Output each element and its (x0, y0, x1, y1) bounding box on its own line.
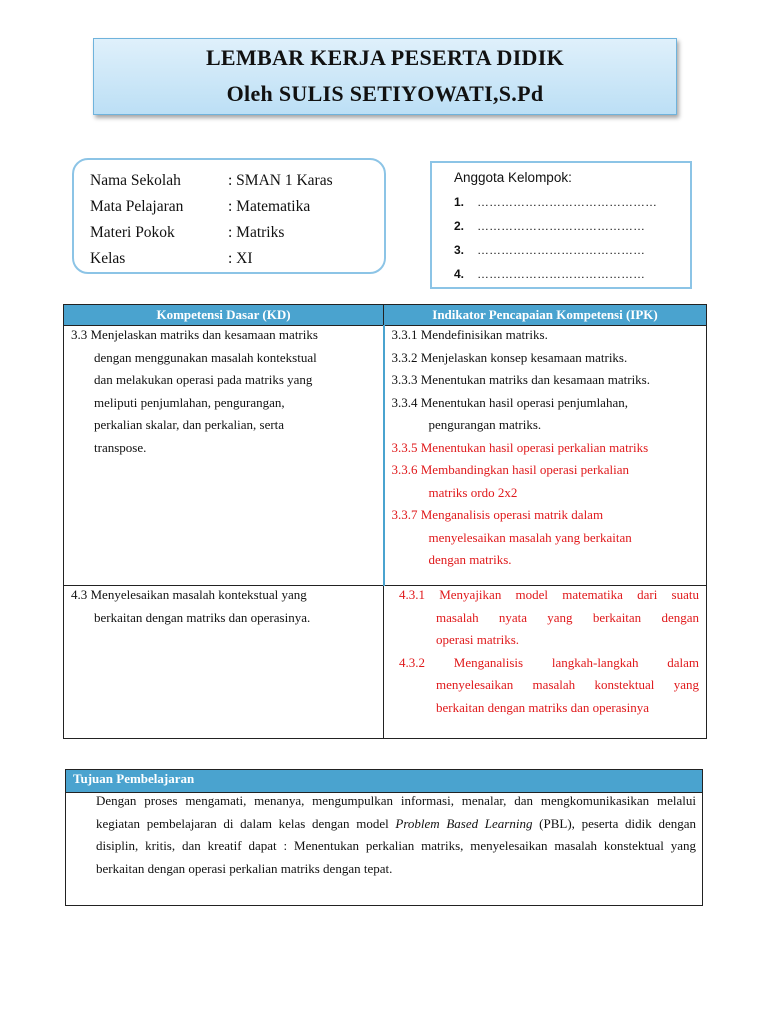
ipk-line: 3.3.3 Menentukan matriks dan kesamaan matriks. (391, 372, 650, 387)
info-value: : Matriks (228, 224, 285, 241)
ipk-line: matriks ordo 2x2 (428, 485, 518, 500)
title-box (93, 38, 677, 115)
group-title: Anggota Kelompok: (454, 170, 572, 185)
info-label: Kelas (90, 250, 126, 267)
kd-line: dan melakukan operasi pada matriks yang (94, 372, 313, 387)
competency-table (63, 304, 707, 739)
info-row-school (90, 168, 333, 194)
kd-cell-3-3 (64, 326, 384, 586)
kd-cell-4-3 (64, 586, 384, 739)
info-label: Mata Pelajaran (90, 198, 184, 215)
ipk-line: masalah nyata yang berkaitan dengan (436, 610, 699, 625)
kd-line: dengan menggunakan masalah kontekstual (94, 350, 317, 365)
member-number: 2. (454, 219, 465, 233)
ipk-line: 3.3.2 Menjelaskan konsep kesamaan matriks. (391, 350, 628, 365)
ipk-line: 3.3.5 Menentukan hasil operasi perkalian matriks (391, 440, 649, 455)
kd-header: Kompetensi Dasar (KD) (64, 305, 384, 326)
ipk-line: 3.3.4 Menentukan hasil operasi penjumlahan, (391, 395, 628, 410)
member-blank: …………………………………… (477, 267, 645, 281)
kd-line: perkalian skalar, dan perkalian, serta (94, 417, 285, 432)
info-row-class (90, 246, 253, 272)
info-label: Materi Pokok (90, 224, 175, 241)
info-value: : XI (228, 250, 253, 267)
member-blank: ……………………………………… (477, 195, 657, 209)
info-label: Nama Sekolah (90, 172, 181, 189)
group-member-line-3[interactable] (454, 243, 645, 257)
learning-objectives-box (65, 769, 703, 906)
info-value: : SMAN 1 Karas (228, 172, 333, 189)
member-blank: …………………………………… (477, 243, 645, 257)
ipk-line: 4.3.2 Menganalisis langkah-langkah dalam (399, 655, 699, 670)
ipk-line: dengan matriks. (428, 552, 512, 567)
ipk-cell-3-3 (384, 326, 707, 586)
ipk-line: operasi matriks. (436, 632, 520, 647)
school-info-box (72, 158, 386, 274)
info-row-topic (90, 220, 284, 246)
ipk-line: berkaitan dengan matriks dan operasinya (436, 700, 649, 715)
kd-line: 3.3 Menjelaskan matriks dan kesamaan matriks (71, 327, 318, 342)
group-member-line-2[interactable] (454, 219, 645, 233)
ipk-line: 3.3.1 Mendefinisikan matriks. (391, 327, 548, 342)
ipk-line: 3.3.6 Membandingkan hasil operasi perkalian (391, 462, 630, 477)
ipk-line: menyelesaikan masalah yang berkaitan (428, 530, 632, 545)
author-line: Oleh SULIS SETIYOWATI,S.Pd (226, 81, 544, 106)
group-member-line-1[interactable] (454, 195, 657, 209)
worksheet-title: LEMBAR KERJA PESERTA DIDIK (205, 45, 565, 70)
objectives-text-post: (PBL), peserta didik dengan disiplin, kritis, dan kreatif dapat : Menentukan perkalian matriks, menyelesaikan masalah konstektual yang berkaitan dengan operasi perkalian matriks dengan tepat. (96, 815, 696, 876)
ipk-line: pengurangan matriks. (428, 417, 542, 432)
member-number: 1. (454, 195, 465, 209)
ipk-line: 4.3.1 Menyajikan model matematika dari suatu (399, 587, 699, 602)
kd-line: 4.3 Menyelesaikan masalah kontekstual yang (71, 587, 307, 602)
ipk-header: Indikator Pencapaian Kompetensi (IPK) (384, 305, 707, 326)
member-blank: …………………………………… (477, 219, 645, 233)
kd-line: berkaitan dengan matriks dan operasinya. (94, 610, 311, 625)
objectives-text-model: Problem Based Learning (395, 815, 533, 831)
kd-line: meliputi penjumlahan, pengurangan, (94, 395, 285, 410)
member-number: 3. (454, 243, 465, 257)
objectives-text-pre: Dengan proses mengamati, menanya, mengumpulkan informasi, menalar, dan mengkomunikasikan melalui kegiatan pembelajaran di dalam kelas dengan model (96, 793, 696, 831)
ipk-cell-4-3 (384, 586, 707, 739)
kd-line: transpose. (94, 440, 147, 455)
group-member-line-4[interactable] (454, 267, 645, 281)
learning-objectives-text (96, 790, 696, 880)
info-row-subject (90, 194, 310, 220)
group-members-box (430, 161, 692, 289)
member-number: 4. (454, 267, 465, 281)
ipk-line: menyelesaikan masalah konstektual yang (436, 677, 699, 692)
learning-objectives-title: Tujuan Pembelajaran (66, 770, 702, 793)
ipk-line: 3.3.7 Menganalisis operasi matrik dalam (391, 507, 604, 522)
info-value: : Matematika (228, 198, 311, 215)
